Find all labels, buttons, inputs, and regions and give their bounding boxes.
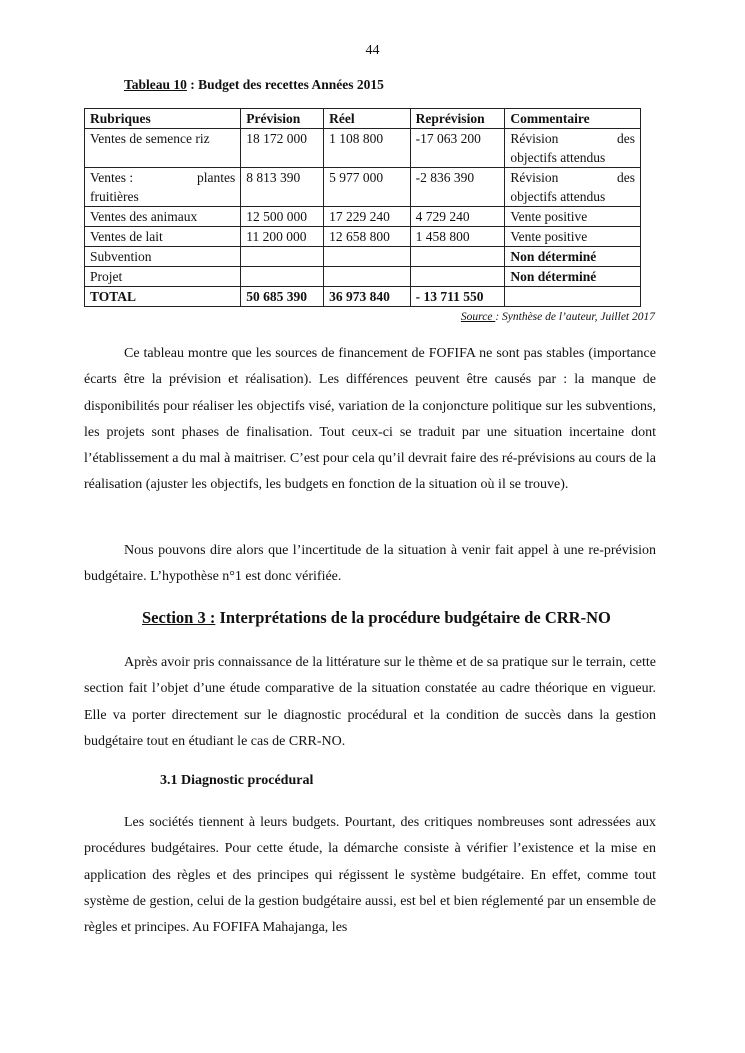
table-row <box>85 168 641 207</box>
paragraph-3: Après avoir pris connaissance de la littérature sur le thème et de sa pratique sur le terrain, cette section fait l’objet d’une étude comparative de la situation constatée au cadre théorique en vigueur. Elle va porter directement sur le diagnostic procédural et la condition de succès dans la gestion budgétaire tout en étudiant le cas de CRR-NO. <box>84 655 656 749</box>
header-commentaire: Commentaire <box>505 109 641 129</box>
cell-prevision: 11 200 000 <box>241 227 324 247</box>
total-reprevision: - 13 711 550 <box>410 287 505 307</box>
table-caption-text: : Budget des recettes Années 2015 <box>186 77 384 92</box>
cell-rubrique: Projet <box>85 267 241 287</box>
cell-reel: 5 977 000 <box>324 168 410 207</box>
subsection-heading: 3.1 Diagnostic procédural <box>160 773 314 788</box>
rubrique-word-2: plantes <box>197 170 236 185</box>
section-heading <box>142 608 611 628</box>
cell-reel: 12 658 800 <box>324 227 410 247</box>
table-header-row <box>85 109 641 129</box>
total-reel: 36 973 840 <box>324 287 410 307</box>
cell-reprevision: -2 836 390 <box>410 168 505 207</box>
cell-reel: 1 108 800 <box>324 129 410 168</box>
section-title: Interprétations de la procédure budgétaire de CRR-NO <box>215 608 611 627</box>
cell-prevision <box>241 267 324 287</box>
comment-word-2: des <box>617 170 635 185</box>
cell-prevision: 12 500 000 <box>241 207 324 227</box>
total-prevision: 50 685 390 <box>241 287 324 307</box>
cell-rubrique: Subvention <box>85 247 241 267</box>
cell-reprevision <box>410 267 505 287</box>
cell-commentaire <box>505 129 641 168</box>
header-rubriques: Rubriques <box>85 109 241 129</box>
source-label: Source <box>460 311 496 323</box>
comment-word-1: Révision <box>510 131 559 146</box>
rubrique-word-1: Ventes : <box>90 170 134 185</box>
paragraph-1: Ce tableau montre que les sources de financement de FOFIFA ne sont pas stables (importance écarts être la prévision et réalisation). Les différences peuvent être causés par : la manque de disponibilités pour réaliser les objectifs visé, variation de la conjoncture politique sur les subventions, les projets sont phases de finalisation. Tout ceux-ci se traduit par une situation incertaine dont l’établissement a du mal à maitriser. C’est pour cela qu’il devrait faire des ré-prévisions au cours de la réalisation (ajuster les objectifs, les budgets en fonction de la situation où il se trouve). <box>84 346 656 493</box>
cell-commentaire: Non déterminé <box>505 247 641 267</box>
table-caption <box>124 77 384 93</box>
table-caption-label: Tableau 10 <box>124 77 187 92</box>
cell-commentaire: Non déterminé <box>505 267 641 287</box>
total-label: TOTAL <box>85 287 241 307</box>
table-row <box>85 207 641 227</box>
cell-rubrique: Ventes des animaux <box>85 207 241 227</box>
table-row <box>85 247 641 267</box>
paragraph-4: Les sociétés tiennent à leurs budgets. Pourtant, des critiques nombreuses sont adressées aux procédures budgétaires. Pour cette étude, la démarche consiste à vérifier l’existence et la mise en application des règles et des principes qui régissent le système budgétaire. En effet, comme tout système de gestion, celui de la gestion budgétaire aussi, est bel et bien réglementé par un ensemble de règles et principes. Au FOFIFA Mahajanga, les <box>84 815 656 936</box>
cell-prevision: 18 172 000 <box>241 129 324 168</box>
table-row <box>85 129 641 168</box>
cell-commentaire: Vente positive <box>505 207 641 227</box>
cell-reprevision: 4 729 240 <box>410 207 505 227</box>
source-text: : Synthèse de l’auteur, Juillet 2017 <box>495 311 655 323</box>
total-commentaire <box>505 287 641 307</box>
cell-reprevision <box>410 247 505 267</box>
cell-rubrique: Ventes de lait <box>85 227 241 247</box>
rubrique-line-2: fruitières <box>90 189 139 204</box>
cell-reel: 17 229 240 <box>324 207 410 227</box>
cell-rubrique-text: Ventes de semence riz <box>90 131 210 146</box>
cell-rubrique <box>85 129 241 168</box>
cell-commentaire <box>505 168 641 207</box>
cell-prevision <box>241 247 324 267</box>
cell-prevision: 8 813 390 <box>241 168 324 207</box>
cell-reel <box>324 247 410 267</box>
comment-line-2: objectifs attendus <box>510 150 606 165</box>
header-reprevision: Reprévision <box>410 109 505 129</box>
comment-line-2: objectifs attendus <box>510 189 606 204</box>
header-prevision: Prévision <box>241 109 324 129</box>
budget-table <box>84 108 641 307</box>
section-label: Section 3 : <box>142 608 216 627</box>
table-row <box>85 267 641 287</box>
comment-word-2: des <box>617 131 635 146</box>
table-total-row <box>85 287 641 307</box>
table-source <box>461 311 655 323</box>
cell-commentaire: Vente positive <box>505 227 641 247</box>
table-row <box>85 227 641 247</box>
comment-word-1: Révision <box>510 170 559 185</box>
cell-reel <box>324 267 410 287</box>
cell-reprevision: 1 458 800 <box>410 227 505 247</box>
cell-rubrique <box>85 168 241 207</box>
cell-reprevision: -17 063 200 <box>410 129 505 168</box>
page-number: 44 <box>365 43 380 58</box>
paragraph-2: Nous pouvons dire alors que l’incertitude de la situation à venir fait appel à une re-prévision budgétaire. L’hypothèse n°1 est donc vérifiée. <box>84 543 656 585</box>
header-reel: Réel <box>324 109 410 129</box>
